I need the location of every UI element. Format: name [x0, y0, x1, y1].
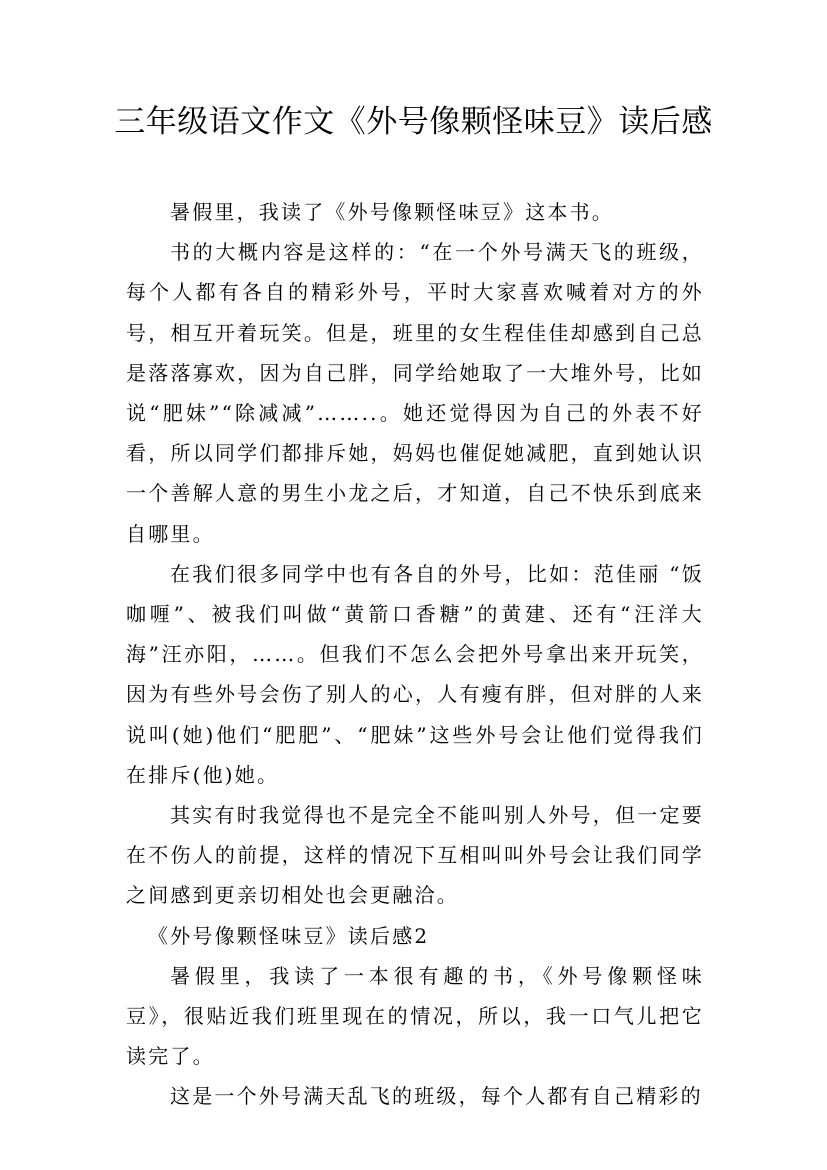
- paragraph-1: 暑假里，我读了《外号像颗怪味豆》这本书。: [170, 200, 614, 224]
- section-subheading: 《外号像颗怪味豆》读后感2: [148, 923, 430, 948]
- document-body: [126, 192, 704, 1117]
- document-title: 三年级语文作文《外号像颗怪味豆》读后感: [114, 104, 713, 140]
- paragraph-6: 这是一个外号满天乱飞的班级，每个人都有自己精彩的: [170, 1084, 703, 1109]
- paragraph-2: 书的大概内容是这样的：“在一个外号满天飞的班级，每个人都有各自的精彩外号，平时大家喜欢喊着对方的外号，相互开着玩笑。但是，班里的女生程佳佳却感到自己总是落落寡欢，因为自己胖，同学给她取了一大堆外号，比如说“肥妹”“除减减”……..。她还觉得因为自己的外表不好看，所以同学们都排斥她，妈妈也催促她减肥，直到她认识一个善解人意的男生小龙之后，才知道，自己不快乐到底来自哪里。: [126, 240, 704, 546]
- paragraph-3: 在我们很多同学中也有各自的外号，比如：范佳丽 “饭咖喱”、被我们叫做“黄箭口香糖”的黄建、还有“汪洋大海”汪亦阳，……。但我们不怎么会把外号拿出来开玩笑，因为有些外号会伤了别人的心，人有瘦有胖，但对胖的人来说叫(她)他们“肥肥”、“肥妹”这些外号会让他们觉得我们在排斥(他)她。: [126, 561, 704, 787]
- paragraph-4: 其实有时我觉得也不是完全不能叫别人外号，但一定要在不伤人的前提，这样的情况下互相叫叫外号会让我们同学之间感到更亲切相处也会更融洽。: [126, 803, 704, 908]
- paragraph-5: 暑假里，我读了一本很有趣的书，《外号像颗怪味豆》，很贴近我们班里现在的情况，所以，我一口气儿把它读完了。: [126, 963, 704, 1069]
